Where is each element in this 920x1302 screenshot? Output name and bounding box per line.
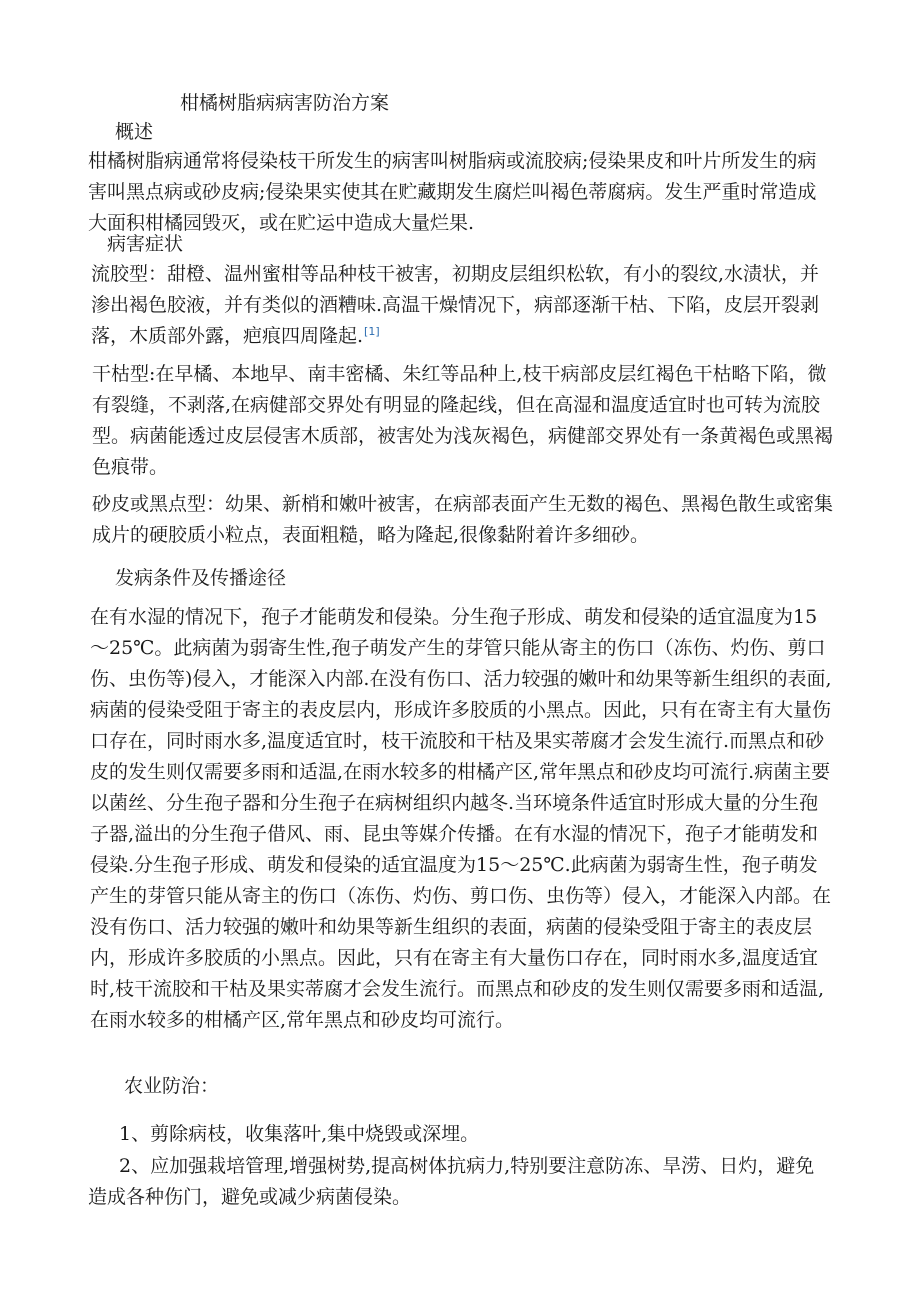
paragraph-ganku-type: 干枯型:在早橘、本地早、南丰密橘、朱红等品种上,枝干病部皮层红褐色干枯略下陷，微有裂缝，不剥落,在病健部交界处有明显的隆起线，但在高湿和温度适宜时也可转为流胶型。病菌能透过皮层侵害木质部，被害处为浅灰褐色，病健部交界处有一条黄褐色或黑褐色痕带。 [92, 363, 834, 478]
section-heading-agriculture: 农业防治： [124, 1075, 220, 1097]
paragraph-liujiao-type [91, 259, 835, 352]
paragraph-liujiao-text: 流胶型：甜橙、温州蜜柑等品种枝干被害，初期皮层组织松软，有小的裂纹,水渍状，并渗出褐色胶液，并有类似的酒糟味.高温干燥情况下，病部逐渐干枯、下陷，皮层开裂剥落，木质部外露，疤痕四周隆起. [91, 263, 820, 347]
section-heading-conditions: 发病条件及传播途径 [115, 567, 287, 589]
document-title: 柑橘树脂病病害防治方案 [180, 92, 390, 114]
section-heading-overview: 概述 [115, 121, 154, 143]
paragraph-conditions: 在有水湿的情况下，孢子才能萌发和侵染。分生孢子形成、萌发和侵染的适宜温度为15～25℃。此病菌为弱寄生性,孢子萌发产生的芽管只能从寄主的伤口（冻伤、灼伤、剪口伤、虫伤等)侵入，才能深入内部.在没有伤口、活力较强的嫩叶和幼果等新生组织的表面,病菌的侵染受阻于寄主的表皮层内，形成许多胶质的小黑点。因此，只有在寄主有大量伤口存在，同时雨水多,温度适宜时，枝干流胶和干枯及果实蒂腐才会发生流行.而黑点和砂皮的发生则仅需要多雨和适温,在雨水较多的柑橘产区,常年黑点和砂皮均可流行.病菌主要以菌丝、分生孢子器和分生孢子在病树组织内越冬.当环境条件适宜时形成大量的分生孢子器,溢出的分生孢子借风、雨、昆虫等媒介传播。在有水湿的情况下，孢子才能萌发和侵染.分生孢子形成、萌发和侵染的适宜温度为15～25℃.此病菌为弱寄生性，孢子萌发产生的芽管只能从寄主的伤口（冻伤、灼伤、剪口伤、虫伤等）侵入，才能深入内部。在没有伤口、活力较强的嫩叶和幼果等新生组织的表面，病菌的侵染受阻于寄主的表皮层内，形成许多胶质的小黑点。因此，只有在寄主有大量伤口存在，同时雨水多,温度适宜时,枝干流胶和干枯及果实蒂腐才会发生流行。而黑点和砂皮的发生则仅需要多雨和适温,在雨水较多的柑橘产区,常年黑点和砂皮均可流行。 [90, 606, 832, 1031]
section-heading-symptoms: 病害症状 [107, 233, 184, 255]
citation-link[interactable]: [1] [364, 324, 380, 338]
paragraph-shapi-type: 砂皮或黑点型：幼果、新梢和嫩叶被害，在病部表面产生无数的褐色、黑褐色散生或密集成片的硬胶质小粒点，表面粗糙，略为隆起,很像黏附着许多细砂。 [92, 493, 834, 546]
paragraph-intro: 柑橘树脂病通常将侵染枝干所发生的病害叫树脂病或流胶病;侵染果皮和叶片所发生的病害叫黑点病或砂皮病;侵染果实使其在贮藏期发生腐烂叫褐色蒂腐病。发生严重时常造成大面积柑橘园毁灭，或在贮运中造成大量烂果. [88, 150, 817, 234]
list-item: 1、剪除病枝，收集落叶,集中烧毁或深埋。 [119, 1123, 480, 1145]
list-item: 2、应加强栽培管理,增强树势,提高树体抗病力,特别要注意防冻、旱涝、日灼，避免造成各种伤门，避免或减少病菌侵染。 [88, 1155, 815, 1208]
